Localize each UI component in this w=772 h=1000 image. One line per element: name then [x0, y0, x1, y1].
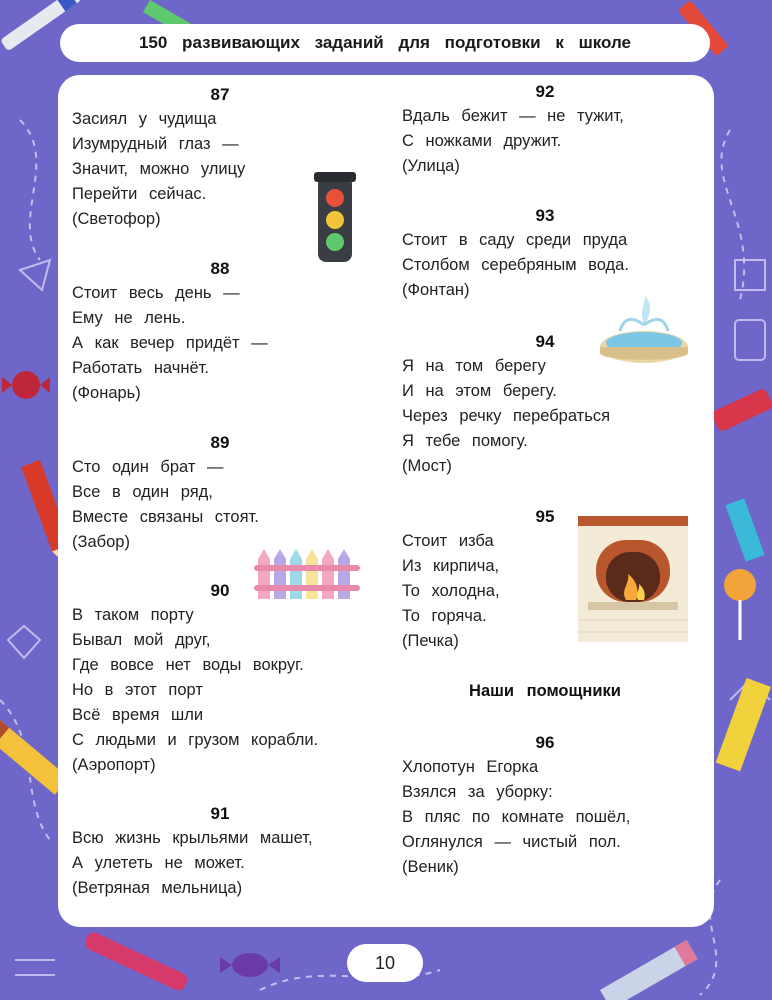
ribbon-candy-icon: [710, 387, 772, 432]
book-title: 150 развивающих заданий для подготовки к школе: [138, 33, 632, 52]
riddle-line: Стоит изба: [402, 532, 494, 550]
riddle-96: [402, 731, 688, 880]
riddle-93: [402, 204, 688, 303]
riddle-answer: (Печка): [402, 632, 459, 650]
riddle-line: Но в этот порт: [72, 681, 203, 699]
riddle-line: Ему не лень.: [72, 309, 186, 327]
riddle-answer: (Забор): [72, 533, 130, 551]
riddle-91: [72, 802, 368, 901]
riddle-line: Перейти сейчас.: [72, 185, 207, 203]
riddle-line: Я тебе помогу.: [402, 432, 528, 450]
page-number-badge: [347, 944, 423, 982]
page-number: 10: [374, 952, 396, 973]
riddle-answer: (Аэропорт): [72, 756, 156, 774]
riddle-90: [72, 579, 368, 778]
fountain-icon: [598, 295, 690, 367]
riddle-line: В пляс по комнате пошёл,: [402, 808, 631, 826]
bottom-pencil-icon: [600, 940, 698, 1000]
riddle-number: 90: [210, 581, 230, 600]
riddle-line: Изумрудный глаз —: [72, 135, 239, 153]
riddle-answer: (Мост): [402, 457, 452, 475]
riddle-line: Столбом серебряным вода.: [402, 256, 629, 274]
riddle-92: [402, 80, 688, 179]
riddle-line: Оглянулся — чистый пол.: [402, 833, 621, 851]
riddle-answer: (Ветряная мельница): [72, 879, 243, 897]
riddle-line: И на этом берегу.: [402, 382, 557, 400]
section-title: Наши помощники: [469, 682, 621, 700]
riddle-line: Взялся за уборку:: [402, 783, 553, 801]
riddle-line: Вместе связаны стоят.: [72, 508, 259, 526]
riddle-line: А улететь не может.: [72, 854, 245, 872]
riddle-number: 93: [535, 206, 555, 225]
lollipop-icon: [724, 569, 756, 640]
riddle-answer: (Светофор): [72, 210, 161, 228]
riddle-number: 94: [535, 332, 555, 351]
riddle-line: Через речку перебраться: [402, 407, 611, 425]
riddle-88: [72, 257, 368, 406]
riddle-line: То холодна,: [402, 582, 500, 600]
riddle-line: Все в один ряд,: [72, 483, 213, 501]
book-title-banner: [60, 24, 710, 62]
riddle-line: Засиял у чудища: [72, 110, 217, 128]
notebook-doodle-icon: [735, 260, 765, 290]
riddle-line: Сто один брат —: [72, 458, 224, 476]
candy-icon: [2, 371, 50, 399]
blue-crayon-icon: [725, 498, 764, 561]
riddle-line: Значит, можно улицу: [72, 160, 246, 178]
riddle-number: 91: [210, 804, 230, 823]
riddle-number: 95: [535, 507, 555, 526]
riddle-answer: (Улица): [402, 157, 460, 175]
content-card: [58, 75, 714, 927]
riddle-line: А как вечер придёт —: [72, 334, 268, 352]
riddle-number: 88: [210, 259, 230, 278]
riddle-line: Вдаль бежит — не тужит,: [402, 107, 624, 125]
bottom-candy-icon: [220, 953, 280, 977]
fence-icon: [254, 545, 362, 601]
yellow-crayon-icon: [716, 678, 771, 771]
bottom-pen-icon: [82, 930, 189, 993]
paper-plane-icon: [20, 260, 50, 290]
riddle-line: Работать начнёт.: [72, 359, 209, 377]
riddle-number: 96: [535, 733, 555, 752]
riddle-line: С ножками дружит.: [402, 132, 562, 150]
riddle-line: Бывал мой друг,: [72, 631, 211, 649]
riddle-line: Всё время шли: [72, 706, 204, 724]
riddle-answer: (Веник): [402, 858, 459, 876]
riddle-answer: (Фонтан): [402, 281, 470, 299]
heart-doodle-icon: [8, 626, 40, 658]
riddle-line: В таком порту: [72, 606, 194, 624]
backpack-doodle-icon: [735, 320, 765, 360]
riddle-number: 89: [210, 433, 230, 452]
riddle-line: Всю жизнь крыльями машет,: [72, 829, 313, 847]
riddle-line: Стоит весь день —: [72, 284, 240, 302]
riddle-line: Где вовсе нет воды вокруг.: [72, 656, 304, 674]
riddle-89: [72, 431, 368, 555]
riddle-line: Из кирпича,: [402, 557, 500, 575]
riddle-line: То горяча.: [402, 607, 487, 625]
riddle-line: Стоит в саду среди пруда: [402, 231, 628, 249]
riddle-answer: (Фонарь): [72, 384, 141, 402]
stove-icon: [578, 516, 688, 642]
traffic-light-icon: [312, 170, 358, 268]
riddle-number: 92: [535, 82, 555, 101]
riddle-line: С людьми и грузом корабли.: [72, 731, 319, 749]
riddle-line: Хлопотун Егорка: [402, 758, 539, 776]
riddle-number: 87: [210, 85, 230, 104]
riddle-line: Я на том берегу: [402, 357, 546, 375]
